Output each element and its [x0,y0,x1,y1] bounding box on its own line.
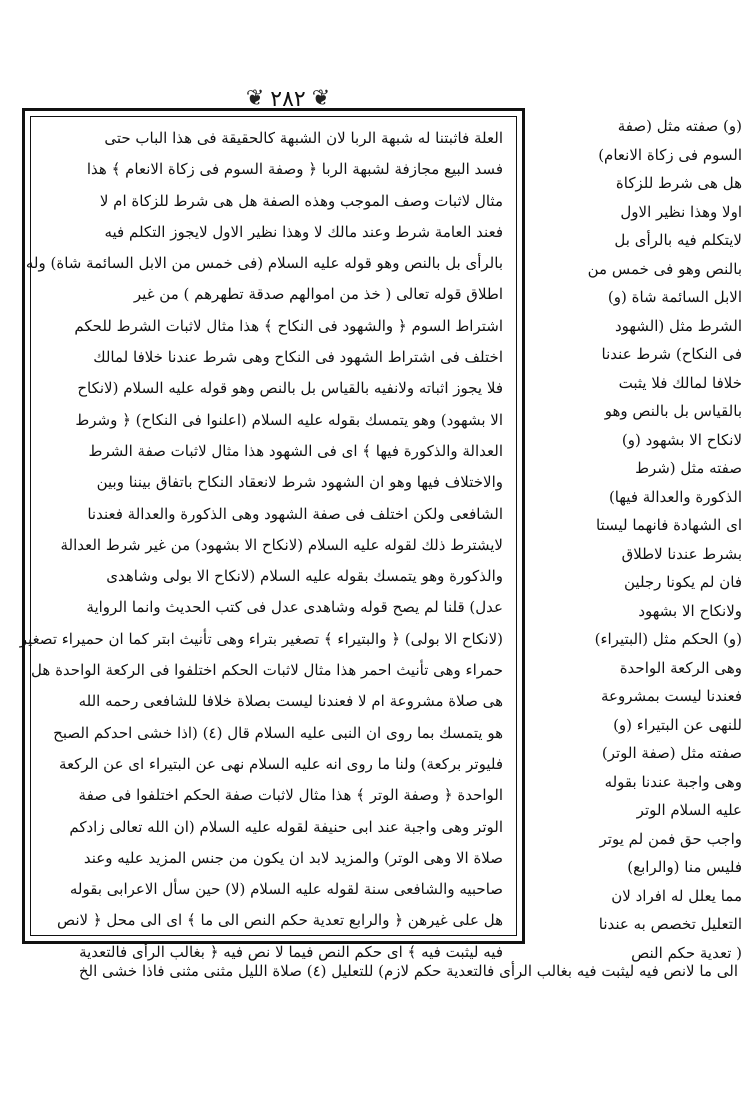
main-text-line: (لانكاح الا بولى) ﴿ والبتيراء ﴾ تصغير بتراء وهى تأنيث ابتر كما ان حميراء تصغير [19,629,503,648]
margin-commentary-line: وهى الركعة الواحدة [619,658,742,677]
margin-commentary-line: السوم فى زكاة الانعام) [598,145,742,164]
main-text-line: صاحبيه والشافعى سنة لقوله عليه السلام (لا) حين سأل الاعرابى بقوله [69,880,503,899]
margin-commentary-line: بالنص وهو فى خمس من [587,259,742,278]
ornament-right: ❦ [311,86,331,111]
margin-commentary-line: مما يعلل له افراد لان [611,886,742,905]
main-text-line: فليوتر بركعة) ولنا ما روى انه عليه السلام نهى عن البتيراء اى عن الركعة [58,754,503,773]
margin-commentary-line: ولانكاح الا بشهود [638,601,742,620]
margin-commentary-line: التعليل تخصص به عندنا [598,915,742,933]
margin-commentary [532,112,742,962]
margin-commentary-line: للنهى عن البتيراء (و) [613,715,742,734]
main-text-line: الواحدة ﴿ وصفة الوتر ﴾ هذا مثال لاثبات صفة الحكم اختلفوا فى صفة [78,786,503,805]
margin-commentary-line: بشرط عندنا لاطلاق [621,544,742,563]
margin-commentary-line: صفته مثل (شرط [635,459,742,477]
main-text-line: فعند العامة شرط وعند مالك لا وهذا نظير الاول لايجوز التكلم فيه [104,222,503,241]
margin-commentary-line: فليس منا (والرابع) [627,858,742,876]
margin-commentary-line: صفته مثل (صفة الوتر) [601,744,742,762]
margin-commentary-line: اولا وهذا نظير الاول [620,202,742,221]
main-text-line: اشتراط السوم ﴿ والشهود فى النكاح ﴾ هذا مثال لاثبات الشرط للحكم [74,316,503,335]
margin-commentary-line: فعندنا ليست بمشروعة [600,687,742,705]
margin-commentary-line: لايتكلم فيه بالرأى بل [614,231,742,249]
margin-commentary-line: عليه السلام الوتر [636,801,742,819]
margin-commentary-line: هل هى شرط للزكاة [615,174,742,192]
ornament-left: ❦ [245,86,265,111]
main-text-line: فيه ليثبت فيه ﴾ اى حكم النص فيما لا نص فيه ﴿ بغالب الرأى فالتعدية [79,942,503,961]
main-text-line: هل على غيرهن ﴿ والرابع تعدية حكم النص الى ما ﴾ اى الى محل ﴿ لانص [57,911,503,930]
main-text-line: عدل) قلنا لم يصح قوله وشاهدى عدل فى كتب الحديث وانما الرواية [86,598,503,617]
main-text-line: بالرأى بل بالنص وهو قوله عليه السلام (فى خمس من الابل السائمة شاة) وله [25,254,503,273]
footnote: الى ما لانص فيه ليثبت فيه بغالب الرأى فالتعدية حكم لازم) للتعليل (٤) صلاة الليل مثنى مثنى فاذا خشى الخ [78,962,738,980]
main-text-line: والاختلاف فيها وهو ان الشهود شرط لانعقاد النكاح باتفاق بيننا وبين [96,473,503,492]
main-text-line: العلة فاثبتنا له شبهة الربا لان الشبهة كالحقيقة فى هذا الباب حتى [104,129,503,147]
main-text-line: هو يتمسك بما روى ان النبى عليه السلام قال (٤) (اذا خشى احدكم الصبح [53,723,503,742]
main-text-line: اختلف فى اشتراط الشهود فى النكاح وهى شرط عندنا خلافا لمالك [93,348,503,367]
main-text-line: العدالة والذكورة فيها ﴾ اى فى الشهود هذا مثال لاثبات صفة الشرط [88,441,503,460]
page-number: ٢٨٢ [270,86,306,112]
margin-commentary-line: الابل السائمة شاة (و) [607,288,742,306]
margin-commentary-line: فان لم يكونا رجلين [624,573,742,591]
margin-commentary-line: اى الشهادة فانهما ليستا [595,516,742,534]
main-text-line: الشافعى ولكن اختلف فى صفة الشهود وهى الذكورة والعدالة فعندنا [87,504,503,523]
main-text-line: هى صلاة مشروعة ام لا فعندنا ليست بصلاة خلافا للشافعى رحمه الله [78,692,503,711]
main-text-line: والذكورة وهو يتمسك بقوله عليه السلام (لانكاح الا بولى وشاهدى [106,567,503,586]
main-text-line: فلا يجوز اثباته ولانفيه بالقياس بل بالنص وهو قوله عليه السلام (لانكاح [77,379,503,398]
main-text-line: حمراء وهى تأنيث احمر هذا مثال لاثبات الحكم اختلفوا فى الركعة الواحدة هل [31,661,503,680]
margin-commentary-line: وهى واجبة عندنا بقوله [604,772,742,791]
main-text-line: الا بشهود) وهو يتمسك بقوله عليه السلام (اعلنوا فى النكاح) ﴿ وشرط [75,410,503,429]
margin-commentary-line: واجب حق فمن لم يوتر [599,829,742,848]
margin-commentary-line: الذكورة والعدالة فيها) [608,487,742,506]
margin-commentary-line: ( تعدية حكم النص [631,943,742,962]
margin-commentary-line: فى النكاح) شرط عندنا [601,345,742,363]
main-text-body [19,123,503,961]
main-text-line: لايشترط ذلك لقوله عليه السلام (لانكاح الا بشهود) من غير شرط العدالة [60,535,503,554]
margin-commentary-line: خلافا لمالك فلا يثبت [618,373,742,392]
main-text-line: مثال لاثبات وصف الموجب وهذه الصفة هل هى شرط للزكاة ام لا [99,191,503,210]
margin-commentary-line: بالقياس بل بالنص وهو [604,402,742,420]
main-text-frame [19,108,525,961]
main-text-line: اطلاق قوله تعالى ( خذ من اموالهم صدقة تطهرهم ) من غير [133,285,503,304]
margin-commentary-line: الشرط مثل (الشهود [614,316,742,335]
main-text-line: صلاة الا وهى الوتر) والمزيد لابد ان يكون من جنس المزيد عليه وعند [83,848,503,867]
main-text-line: الوتر وهى واجبة عند ابى حنيفة لقوله عليه السلام (ان الله تعالى زادكم [69,817,503,836]
margin-commentary-line: (و) صفته مثل (صفة [617,117,742,135]
margin-commentary-line: لانكاح الا بشهود (و) [621,430,742,449]
main-text-line: فسد البيع مجازفة لشبهة الربا ﴿ وصفة السوم فى زكاة الانعام ﴾ هذا [86,160,503,179]
margin-commentary-line: (و) الحكم مثل (البتيراء) [594,630,742,648]
